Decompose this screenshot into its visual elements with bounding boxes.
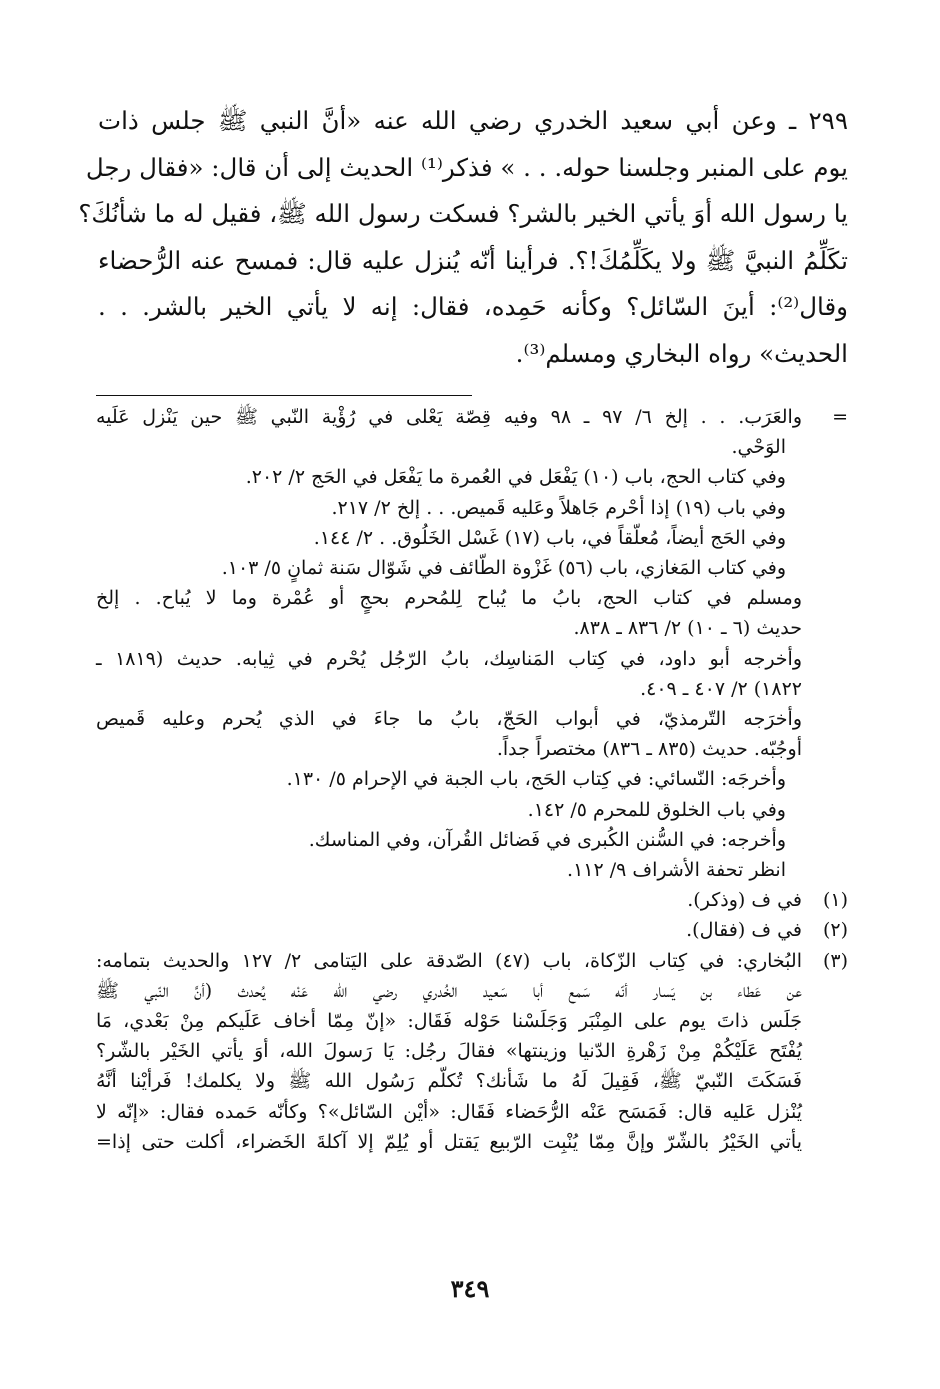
- page-number: ٣٤٩: [450, 1274, 490, 1303]
- footnote-text: جَلَس ذاتَ يوم على المِنْبَر وَجَلَسْنا حَوْله فَقَال: «إنّ مِمّا أخاف عَلَيكم مِنْ بَعْدي، مَا: [96, 1010, 802, 1033]
- body-line: تكَلِّمُ النبيَّ ﷺ ولا يكَلِّمُكَ!؟. فرأينا أنّه يُنزل عليه قال: فمسح عنه الرُّحضاء: [98, 245, 848, 275]
- footnote-line: [96, 432, 848, 462]
- footnote-text: حديث (٦ ـ ١٠) ٢/ ٨٣٦ ـ ٨٣٨.: [573, 617, 802, 640]
- footnote-text: البُخاري: في كِتاب الزّكاة، باب (٤٧) الصّدقة على اليَتامى ٢/ ١٢٧ والحديث بتمامه:: [96, 949, 802, 972]
- footnote-text: وفي باب الخلوق للمحرم ٥/ ١٤٢.: [527, 798, 786, 821]
- footnote-line: [96, 523, 848, 553]
- footnote-marker: (١): [822, 889, 848, 912]
- footnote-text: يأتي الخَيْرُ بالشّرّ وإنَّ مِمّا يُنْبِت الرّبيع يَقتل أو يُلِمّ إلا آكلةَ الخَضراء، أكلت حتى إذا=: [96, 1130, 802, 1153]
- footnote-line: [96, 946, 848, 976]
- body-line: ٢٩٩ ـ وعن أبي سعيد الخدري رضي الله عنه «أنَّ النبي ﷺ جلس ذات: [98, 106, 848, 135]
- footnote-line: [96, 1127, 848, 1157]
- footnote-line: [96, 704, 848, 734]
- footnote-text: وأخرجه أبو داود، في كِتاب المَناسِك، بابُ الرّجُل يُحْرم في ثِيابه. حديث (١٨١٩ ـ: [96, 647, 803, 670]
- footnote-text: وأخرجه: في السُّنن الكُبرى في فَضائل القُرآن، وفي المناسك.: [308, 828, 786, 851]
- footnotes: [96, 402, 848, 1157]
- footnote-text: فَسَكَتَ النّبيّ ﷺ، فَقِيلَ لَهُ ما شَأنك؟ تُكلّم رَسُول الله ﷺ ولا يكلمك! فَرأيْنا أنَّهُ: [96, 1070, 802, 1093]
- footnote-text: الوَحْي.: [731, 436, 786, 459]
- footnote-text: وفي الحَج أيضاً، مُعلّقاً في، باب (١٧) غَسْل الخَلُوق. . ٢/ ١٤٤.: [313, 526, 786, 549]
- footnote-line: [96, 674, 848, 704]
- footnote-text: وفي باب (١٩) إذا أحْرم جَاهلاً وعَليه قَميص. . . إلخ ٢/ ٢١٧.: [331, 496, 786, 519]
- footnote-line: [96, 1066, 848, 1096]
- footnote-text: ١٨٢٢) ٢/ ٤٠٧ ـ ٤٠٩.: [640, 677, 802, 700]
- footnote-line: [96, 795, 848, 825]
- footnote-marker: (٣): [822, 949, 848, 972]
- footnote-text: انظر تحفة الأشراف ٩/ ١١٢.: [567, 859, 786, 882]
- footnote-line: [96, 553, 848, 583]
- footnote-line: [96, 493, 848, 523]
- footnote-text: يُنْزل عَليه قال: فَمَسَح عَنْه الرُّحَضاء فَقَال: «أيْن السّائل»؟ وكأنّه حَمده فقال: «إنّه لا: [96, 1100, 802, 1123]
- footnote-line: [96, 1036, 848, 1066]
- footnote-line: [96, 855, 848, 885]
- footnote-line: [96, 825, 848, 855]
- footnote-text: وأخرَجه التّرمذيّ، في أبواب الحَجّ، بابُ ما جاءَ في الذي يُحرم وعليه قَميص: [96, 708, 802, 731]
- footnote-line: [96, 583, 848, 613]
- footnote-line: [96, 976, 848, 1006]
- footnote-text: وأخرجَه: النّسائي: في كِتاب الحَج، باب الجبة في الإحرام ٥/ ١٣٠.: [286, 768, 786, 791]
- footnote-text: والعَرَب. . . إلخ ٦/ ٩٧ ـ ٩٨ وفيه قِصّة يَعْلى في رُؤْية النّبي ﷺ حين يَنْزل عَلَيه: [96, 406, 803, 428]
- body-line: يوم على المنبر وجلسنا حوله. . . » فذكر⁽¹⁾ الحديث إلى أن قال: «فقال رجل: [85, 152, 848, 182]
- footnote-text: يُفْتَح عَلَيْكُمْ مِنْ زَهْرةِ الدّنيا وزينتها» فقالَ رجُل: يَا رَسولَ الله، أوَ يأتي الخَيْر بالشّر؟: [96, 1040, 802, 1063]
- body-line: الحديث» رواه البخاري ومسلم⁽³⁾.: [515, 338, 848, 368]
- footnote-text: عن عَطاء بن يَسار أنّه سَمع أبا سَعيد الخُدري رضي الله عَنْه يُحدث (أنَّ النّبي ﷺ: [96, 979, 802, 1002]
- body-line: يا رسول الله أوَ يأتي الخير بالشر؟ فسكت رسول الله ﷺ، فقيل له ما شأنُكَ؟: [78, 199, 848, 228]
- footnote-text: ومسلم في كتاب الحج، بابُ ما يُباح لِلمُحرم بحجٍ أو عُمْرة وما لا يُباح. . إلخ: [96, 587, 802, 610]
- footnote-marker: (٢): [822, 919, 848, 942]
- body-line: وقال⁽²⁾: أينَ السّائل؟ وكأنه حَمِده، فقال: إنه لا يأتي الخير بالشر. . .: [98, 292, 848, 321]
- footnote-line: [96, 1097, 848, 1127]
- footnote-line: [96, 885, 848, 915]
- footnote-text: وفي كتاب المَغازي، باب (٥٦) غَزْوة الطّائف في شَوّال سَنة ثمانٍ ٥/ ١٠٣.: [221, 557, 786, 580]
- footnote-text: في ف (فقال).: [686, 919, 802, 942]
- footnote-text: في ف (وذكر).: [687, 889, 802, 912]
- footnote-line: [96, 915, 848, 945]
- footnote-line: [96, 764, 848, 794]
- footnote-marker: =: [832, 406, 848, 428]
- footnote-text: وفي كتاب الحج، باب (١٠) يَفْعَل في العُمرة ما يَفْعَل في الحَج ٢/ ٢٠٢.: [245, 466, 786, 489]
- footnote-line: [96, 734, 848, 764]
- footnote-separator: [96, 395, 472, 396]
- footnote-line: [96, 462, 848, 492]
- footnote-line: [96, 1006, 848, 1036]
- footnote-line: [96, 613, 848, 643]
- footnote-line: [96, 644, 848, 674]
- footnote-line: [96, 402, 848, 432]
- hadith-body: [78, 98, 848, 377]
- footnote-text: أوجُبّه. حديث (٨٣٥ ـ ٨٣٦) مختصراً جداً.: [496, 738, 802, 761]
